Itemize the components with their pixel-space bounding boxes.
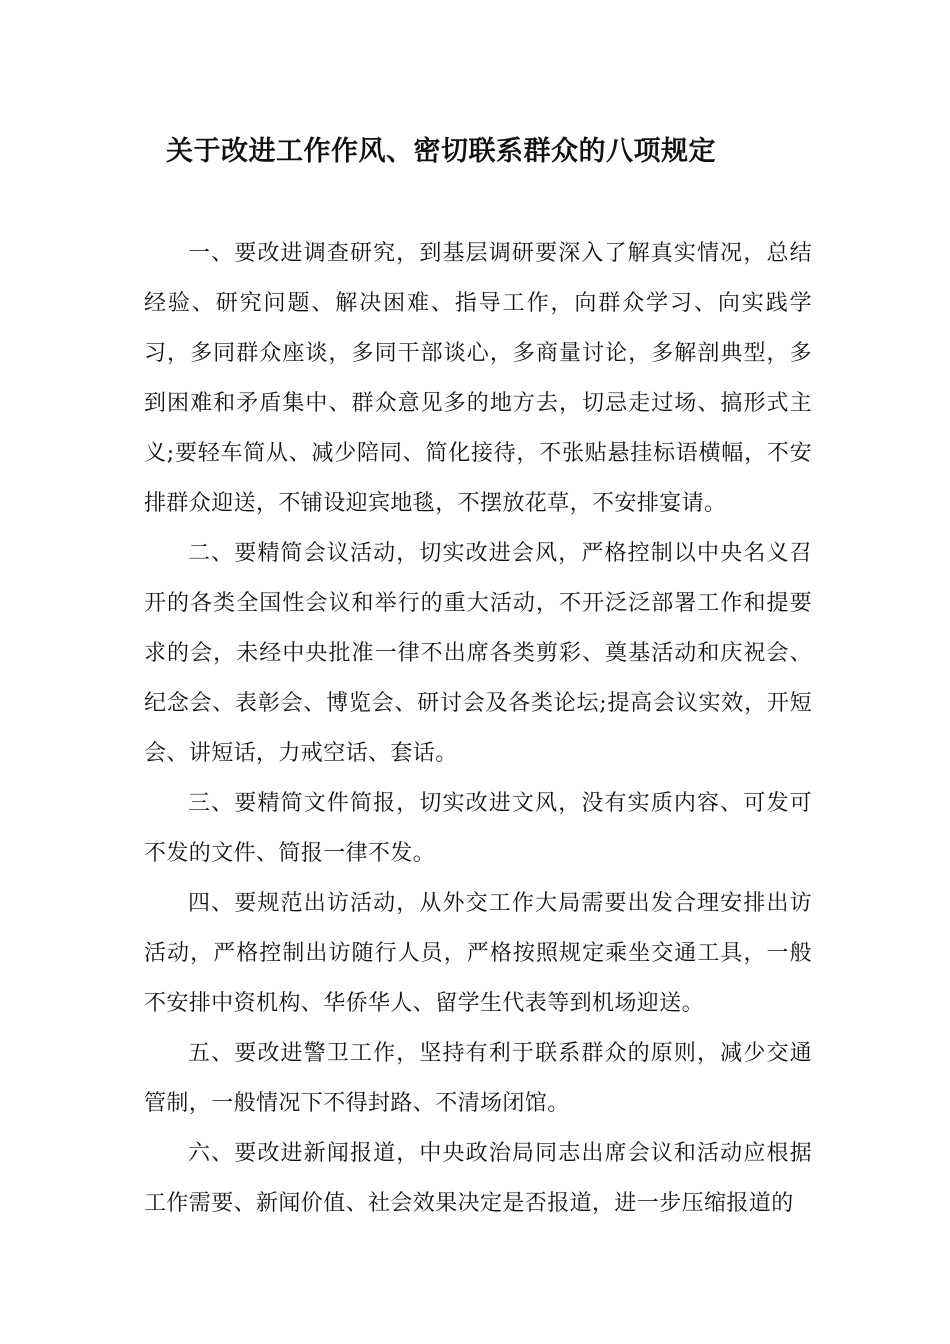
paragraph-3: 三、要精简文件简报，切实改进文风，没有实质内容、可发可不发的文件、简报一律不发。 [144,791,812,866]
document-title: 关于改进工作作风、密切联系群众的八项规定 [166,136,716,167]
paragraph-2: 二、要精简会议活动，切实改进会风，严格控制以中央名义召开的各类全国性会议和举行的重大活动，不开泛泛部署工作和提要求的会，未经中央批准一律不出席各类剪彩、奠基活动和庆祝会、纪念会、表彰会、博览会、研讨会及各类论坛;提高会议实效，开短会、讲短话，力戒空话、套话。 [144,541,812,766]
paragraph-4: 四、要规范出访活动，从外交工作大局需要出发合理安排出访活动，严格控制出访随行人员，严格按照规定乘坐交通工具，一般不安排中资机构、华侨华人、留学生代表等到机场迎送。 [144,891,812,1016]
paragraph-1: 一、要改进调查研究，到基层调研要深入了解真实情况，总结经验、研究问题、解决困难、指导工作，向群众学习、向实践学习，多同群众座谈，多同干部谈心，多商量讨论，多解剖典型，多到困难和矛盾集中、群众意见多的地方去，切忌走过场、搞形式主义;要轻车简从、减少陪同、简化接待，不张贴悬挂标语横幅，不安排群众迎送，不铺设迎宾地毯，不摆放花草，不安排宴请。 [144,241,812,516]
paragraph-5: 五、要改进警卫工作，坚持有利于联系群众的原则，减少交通管制，一般情况下不得封路、不清场闭馆。 [144,1041,812,1116]
paragraph-6: 六、要改进新闻报道，中央政治局同志出席会议和活动应根据工作需要、新闻价值、社会效果决定是否报道，进一步压缩报道的 [144,1141,812,1216]
document-body [144,229,812,1229]
